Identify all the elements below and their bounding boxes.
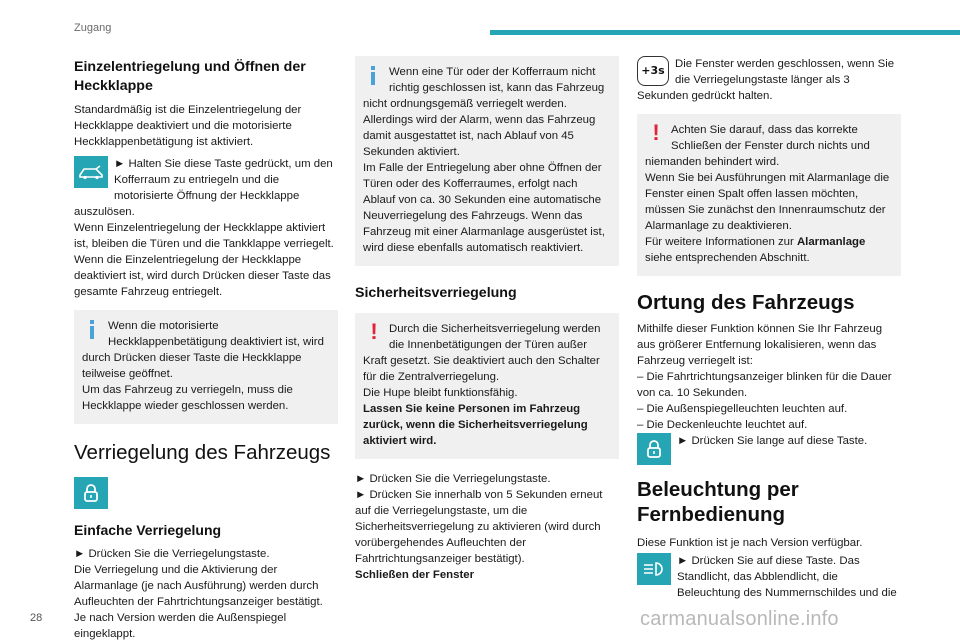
list-item: – Die Außenspiegelleuchten leuchten auf.	[637, 403, 848, 415]
warning-box	[637, 114, 901, 276]
page-number: 28	[30, 612, 43, 624]
note-text: Wenn eine Tür oder der Kofferraum nicht richtig geschlossen ist, kann das Fahrzeug nicht ordnungsgemäß verriegelt werden.	[363, 66, 605, 110]
note-text: Im Falle der Entriegelung aber ohne Öffnen der Türen oder des Kofferraumes, erfolgt nach Ablauf von ca. 30 Sekunden eine automatische Neuverriegelung des Fahrzeugs. Wenn das Fahrzeug mit einer Alarmanlage ausgerüstet ist, wird diese ebenfalls automatisch reaktiviert.	[363, 162, 605, 254]
note-text: Um das Fahrzeug zu verriegeln, muss die Heckklappe wieder geschlossen werden.	[82, 384, 293, 412]
header-accent-bar	[490, 30, 960, 35]
list-item: – Die Deckenleuchte leuchtet auf.	[637, 419, 808, 431]
watermark: carmanualsonline.info	[640, 608, 839, 630]
trunk-button-row	[74, 156, 338, 220]
column-1	[74, 52, 338, 640]
heading-locate-vehicle: Ortung des Fahrzeugs	[637, 291, 855, 314]
heading-safety-lock: Sicherheitsverriegelung	[355, 285, 517, 301]
warning-box	[355, 313, 619, 459]
list-item: – Die Fahrtrichtungsanzeiger blinken für die Dauer von ca. 10 Sekunden.	[637, 371, 892, 399]
text-span-bold: Alarmanlage	[796, 236, 866, 248]
paragraph: ► Drücken Sie auf diese Taste. Das Standlicht, das Abblendlicht, die Beleuchtung des Nummernschildes und die	[677, 555, 897, 599]
three-seconds-icon: +3s	[637, 56, 669, 86]
warning-icon: !	[370, 319, 378, 344]
warning-text: Die Hupe bleibt funktionsfähig.	[363, 387, 518, 399]
locate-button-row	[637, 433, 901, 467]
paragraph: Mithilfe dieser Funktion können Sie Ihr Fahrzeug aus größerer Entfernung lokalisieren, wenn das Fahrzeug verriegelt ist:	[637, 323, 883, 367]
heading-single-unlock: Einzelentriegelung und Öffnen der Heckklappe	[74, 59, 306, 94]
headlight-icon	[637, 553, 671, 585]
text-span: Für weitere Informationen zur	[645, 236, 797, 248]
paragraph: Je nach Version werden die Außenspiegel eingeklappt.	[74, 612, 287, 640]
section-title: Zugang	[74, 22, 112, 34]
paragraph: Die Verriegelung und die Aktivierung der Alarmanlage (je nach Ausführung) werden durch Aufleuchten der Fahrtrichtungsanzeiger bestätigt.	[74, 564, 323, 608]
warning-text: Achten Sie darauf, dass das korrekte Schließen der Fenster durch nichts und niemanden behindert wird.	[645, 124, 870, 168]
warning-text	[645, 234, 893, 266]
windows-close-row	[637, 56, 901, 104]
heading-remote-lighting: Beleuchtung per Fernbedienung	[637, 478, 799, 526]
paragraph: ► Halten Sie diese Taste gedrückt, um den Kofferraum zu entriegeln und die motorisierte Öffnung der Heckklappe auszulösen.	[74, 158, 333, 218]
paragraph: Die Fenster werden geschlossen, wenn Sie die Verriegelungstaste länger als 3 Sekunden gedrückt halten.	[637, 58, 895, 102]
text-span: siehe entsprechenden Abschnitt.	[645, 252, 810, 264]
lock-icon	[74, 477, 108, 509]
paragraph: ► Drücken Sie die Verriegelungstaste.	[355, 473, 551, 485]
lighting-button-row	[637, 553, 901, 601]
heading-simple-lock: Einfache Verriegelung	[74, 522, 222, 538]
paragraph: Diese Funktion ist je nach Version verfügbar.	[637, 537, 863, 549]
paragraph: ► Drücken Sie lange auf diese Taste.	[677, 435, 868, 447]
heading-locking: Verriegelung des Fahrzeugs	[74, 441, 331, 464]
info-box	[355, 56, 619, 266]
paragraph: Standardmäßig ist die Einzelentriegelung der Heckklappe deaktiviert und die motorisierte Heckklappenbetätigung ist aktiviert.	[74, 104, 302, 148]
paragraph: Wenn die Einzelentriegelung der Heckklappe deaktiviert ist, wird durch Drücken dieser Taste das gesamte Fahrzeug entriegelt.	[74, 254, 331, 298]
paragraph: Schließen der Fenster	[355, 569, 475, 581]
paragraph: ► Drücken Sie innerhalb von 5 Sekunden erneut auf die Verriegelungstaste, um die Sicherheitsverriegelung zu aktivieren (wird durch vorübergehendes Aufleuchten der Fahrtrichtungsanzeiger bestätigt).	[355, 489, 603, 565]
paragraph: ► Drücken Sie die Verriegelungstaste.	[74, 548, 270, 560]
warning-text: Durch die Sicherheitsverriegelung werden die Innenbetätigungen der Türen außer Kraft gesetzt. Sie deaktiviert auch den Schalter für die Zentralverriegelung.	[363, 323, 601, 383]
info-icon	[84, 318, 102, 340]
paragraph: Wenn Einzelentriegelung der Heckklappe aktiviert ist, bleiben die Türen und die Tankklappe verriegelt.	[74, 222, 334, 250]
warning-text: Wenn Sie bei Ausführungen mit Alarmanlage die Fenster einen Spalt offen lassen möchten, müssen Sie zunächst den Innenraumschutz der Alarmanlage zu deaktivieren.	[645, 172, 890, 232]
info-icon	[365, 64, 383, 86]
column-3	[637, 52, 901, 601]
warning-text: Lassen Sie keine Personen im Fahrzeug zurück, wenn die Sicherheitsverriegelung aktiviert wird.	[363, 403, 588, 447]
lock-icon	[637, 433, 671, 465]
warning-icon: !	[652, 120, 660, 145]
note-text: Allerdings wird der Alarm, wenn das Fahrzeug damit ausgestattet ist, nach Ablauf von 45 Sekunden aktiviert.	[363, 114, 596, 158]
note-text: Wenn die motorisierte Heckklappenbetätigung deaktiviert ist, wird durch Drücken dieser Taste die Heckklappe teilweise geöffnet.	[82, 320, 324, 380]
column-2	[355, 52, 619, 583]
car-trunk-icon	[74, 156, 108, 188]
info-box	[74, 310, 338, 424]
